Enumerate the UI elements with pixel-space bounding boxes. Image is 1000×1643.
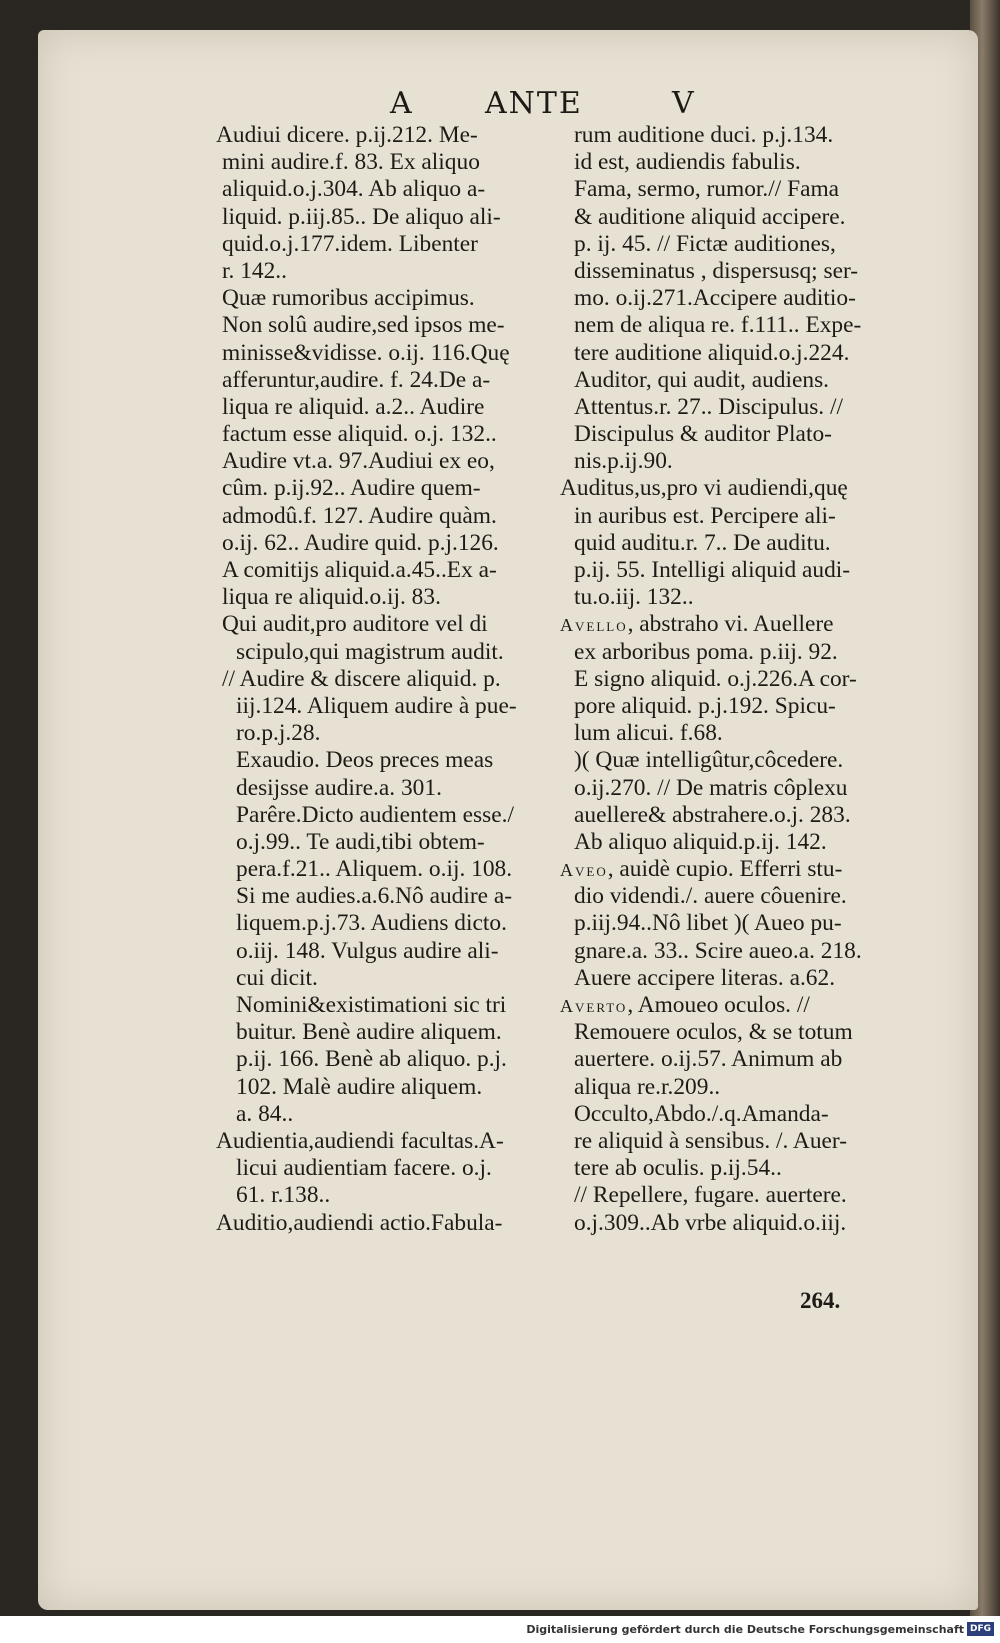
right-line: [560, 1155, 946, 1182]
right-line: [560, 176, 946, 203]
line-text: quid auditu.r. 7.. De auditu.: [574, 529, 831, 556]
line-text: liqua re aliquid.o.ij. 83.: [222, 584, 441, 611]
left-line: [216, 584, 556, 611]
line-text: aliquid.o.j.304. Ab aliquo a-: [222, 176, 486, 203]
left-line: [216, 1046, 556, 1073]
right-line: [560, 666, 946, 693]
right-line: [560, 503, 946, 530]
line-text: )( Quæ intelligûtur,côcedere.: [574, 747, 844, 774]
line-text: o.ij.270. // De matris côplexu: [574, 774, 848, 801]
line-text: o.ij. 62.. Audire quid. p.j.126.: [222, 529, 499, 556]
left-line: [216, 1128, 556, 1155]
left-column: [216, 122, 556, 1237]
right-line: [560, 910, 946, 937]
line-text: o.iij. 148. Vulgus audire ali-: [236, 937, 499, 964]
right-line: [560, 367, 946, 394]
running-head-right: V: [672, 86, 696, 121]
right-line: [560, 421, 946, 448]
line-text: liqua re aliquid. a.2.. Audire: [222, 393, 485, 420]
line-text: admodû.f. 127. Audire quàm.: [222, 502, 497, 529]
right-line: [560, 258, 946, 285]
line-text: licui audientiam facere. o.j.: [236, 1155, 492, 1182]
dfg-logo: DFG: [967, 1622, 994, 1636]
footer-bar: [0, 1616, 1000, 1643]
left-line: [216, 802, 556, 829]
line-text: Auditus,us,pro vi audiendi,quę: [560, 475, 848, 502]
line-text: Parêre.Dicto audientem esse./: [236, 801, 514, 828]
line-text: mini audire.f. 83. Ex aliquo: [222, 149, 480, 176]
line-text: iij.124. Aliquem audire à pue-: [236, 692, 517, 719]
right-line: [560, 639, 946, 666]
line-text: dio videndi./. auere côuenire.: [574, 883, 847, 910]
line-text: ro.p.j.28.: [236, 720, 321, 747]
line-text: a. 84..: [236, 1100, 294, 1127]
left-line: [216, 530, 556, 557]
line-text: Audiui dicere. p.ij.212. Me-: [216, 122, 478, 148]
line-text: re aliquid à sensibus. /. Auer-: [574, 1127, 848, 1154]
left-line: [216, 1210, 556, 1237]
left-line: [216, 883, 556, 910]
right-line: [560, 149, 946, 176]
right-line: [560, 883, 946, 910]
line-text: liquid. p.iij.85.. De aliquo ali-: [222, 203, 501, 230]
line-text: id est, audiendis fabulis.: [574, 149, 801, 176]
left-line: [216, 149, 556, 176]
right-line: [560, 611, 946, 638]
left-line: [216, 340, 556, 367]
left-line: [216, 965, 556, 992]
right-line: [560, 829, 946, 856]
right-line: [560, 1074, 946, 1101]
right-line: [560, 747, 946, 774]
headword: Averto: [560, 996, 628, 1016]
line-text: p. ij. 45. // Fictæ auditiones,: [574, 230, 836, 257]
line-text: , auidè cupio. Efferri stu-: [607, 856, 843, 883]
line-text: Discipulus & auditor Plato-: [574, 421, 832, 448]
running-head: [390, 86, 730, 126]
line-text: pore aliquid. p.j.192. Spicu-: [574, 692, 836, 719]
line-text: quid.o.j.177.idem. Libenter: [222, 230, 478, 257]
right-line: [560, 1128, 946, 1155]
line-text: tu.o.iij. 132..: [574, 584, 694, 611]
running-head-center: ANTE: [485, 86, 583, 121]
line-text: Remouere oculos, & se totum: [574, 1019, 853, 1046]
page-number: 264.: [800, 1288, 841, 1313]
right-line: [560, 394, 946, 421]
left-line: [216, 611, 556, 638]
right-line: [560, 448, 946, 475]
line-text: Quæ rumoribus accipimus.: [222, 285, 475, 312]
right-line: [560, 285, 946, 312]
line-text: cûm. p.ij.92.. Audire quem-: [222, 475, 481, 502]
left-line: [216, 122, 556, 149]
line-text: Exaudio. Deos preces meas: [236, 747, 494, 774]
left-line: [216, 258, 556, 285]
line-text: & auditione aliquid accipere.: [574, 203, 846, 230]
right-line: [560, 720, 946, 747]
right-line: [560, 1101, 946, 1128]
line-text: disseminatus , dispersusq; ser-: [574, 257, 859, 284]
right-line: [560, 340, 946, 367]
right-line: [560, 1182, 946, 1209]
line-text: Fama, sermo, rumor.// Fama: [574, 176, 840, 203]
line-text: nem de aliqua re. f.111.. Expe-: [574, 312, 862, 339]
right-line: [560, 1210, 946, 1237]
line-text: mo. o.ij.271.Accipere auditio-: [574, 285, 856, 312]
right-column: [560, 122, 946, 1237]
left-line: [216, 1019, 556, 1046]
left-line: [216, 1155, 556, 1182]
left-line: [216, 176, 556, 203]
line-text: in auribus est. Percipere ali-: [574, 502, 836, 529]
right-line: [560, 992, 946, 1019]
right-line: [560, 204, 946, 231]
line-text: afferuntur,audire. f. 24.De a-: [222, 366, 491, 393]
right-line: [560, 584, 946, 611]
right-line: [560, 312, 946, 339]
right-line: [560, 965, 946, 992]
line-text: nis.p.ij.90.: [574, 448, 673, 475]
right-line: [560, 530, 946, 557]
right-line: [560, 122, 946, 149]
line-text: tere ab oculis. p.ij.54..: [574, 1155, 782, 1182]
left-line: [216, 367, 556, 394]
line-text: Qui audit,pro auditore vel di: [222, 611, 488, 638]
line-text: tere auditione aliquid.o.j.224.: [574, 339, 850, 366]
left-line: [216, 204, 556, 231]
left-line: [216, 475, 556, 502]
line-text: liquem.p.j.73. Audiens dicto.: [236, 910, 507, 937]
line-text: Auditio,audiendi actio.Fabula-: [216, 1209, 503, 1236]
line-text: Occulto,Abdo./.q.Amanda-: [574, 1100, 829, 1127]
line-text: o.j.99.. Te audi,tibi obtem-: [236, 828, 485, 855]
left-line: [216, 720, 556, 747]
line-text: , abstraho vi. Auellere: [627, 611, 834, 638]
line-text: Nomini&existimationi sic tri: [236, 992, 507, 1018]
line-text: // Repellere, fugare. auertere.: [574, 1182, 847, 1209]
footer-credit: Digitalisierung gefördert durch die Deutsche Forschungsgemeinschaft: [526, 1623, 964, 1636]
left-line: [216, 285, 556, 312]
line-text: Si me audies.a.6.Nô audire a-: [236, 883, 513, 910]
left-line: [216, 910, 556, 937]
left-line: [216, 992, 556, 1019]
line-text: pera.f.21.. Aliquem. o.ij. 108.: [236, 856, 513, 883]
line-text: 102. Malè audire aliquem.: [236, 1073, 483, 1100]
headword: Aveo: [560, 860, 608, 881]
right-line: [560, 802, 946, 829]
line-text: A comitijs aliquid.a.45..Ex a-: [222, 557, 497, 583]
line-text: auertere. o.ij.57. Animum ab: [574, 1046, 843, 1073]
line-text: o.j.309..Ab vrbe aliquid.o.iij.: [574, 1209, 847, 1236]
line-text: aliqua re.r.209..: [574, 1073, 721, 1100]
line-text: rum auditione duci. p.j.134.: [574, 122, 834, 148]
left-line: [216, 1101, 556, 1128]
left-line: [216, 639, 556, 666]
left-line: [216, 394, 556, 421]
right-line: [560, 1046, 946, 1073]
left-line: [216, 747, 556, 774]
right-line: [560, 1019, 946, 1046]
line-text: desijsse audire.a. 301.: [236, 774, 442, 801]
line-text: buitur. Benè audire aliquem.: [236, 1019, 502, 1046]
line-text: scipulo,qui magistrum audit.: [236, 638, 504, 665]
line-text: Ab aliquo aliquid.p.ij. 142.: [574, 828, 827, 855]
line-text: // Audire & discere aliquid. p.: [222, 665, 501, 692]
left-line: [216, 693, 556, 720]
line-text: p.ij. 166. Benè ab aliquo. p.j.: [236, 1046, 507, 1073]
line-text: Auditor, qui audit, audiens.: [574, 366, 830, 393]
left-line: [216, 775, 556, 802]
left-line: [216, 557, 556, 584]
line-text: , Amoueo oculos. //: [627, 992, 810, 1018]
right-line: [560, 938, 946, 965]
headword: Avello: [560, 615, 628, 636]
left-line: [216, 312, 556, 339]
line-text: Non solû audire,sed ipsos me-: [222, 312, 505, 339]
line-text: E signo aliquid. o.j.226.A cor-: [574, 665, 857, 692]
line-text: gnare.a. 33.. Scire aueo.a. 218.: [574, 937, 862, 964]
right-line: [560, 231, 946, 258]
left-line: [216, 856, 556, 883]
left-line: [216, 829, 556, 856]
right-line: [560, 856, 946, 883]
line-text: Auere accipere literas. a.62.: [574, 964, 836, 991]
left-line: [216, 1182, 556, 1209]
left-line: [216, 421, 556, 448]
line-text: factum esse aliquid. o.j. 132..: [222, 421, 497, 448]
line-text: 61. r.138..: [236, 1182, 331, 1209]
left-line: [216, 938, 556, 965]
line-text: cui dicit.: [236, 964, 318, 991]
left-line: [216, 503, 556, 530]
right-line: [560, 475, 946, 502]
line-text: Audire vt.a. 97.Audiui ex eo,: [222, 448, 495, 475]
line-text: lum alicui. f.68.: [574, 720, 723, 747]
line-text: p.iij.94..Nô libet )( Aueo pu-: [574, 910, 842, 937]
line-text: ex arboribus poma. p.iij. 92.: [574, 638, 838, 665]
left-line: [216, 1074, 556, 1101]
left-line: [216, 231, 556, 258]
line-text: minisse&vidisse. o.ij. 116.Quę: [222, 339, 510, 366]
right-line: [560, 693, 946, 720]
left-line: [216, 666, 556, 693]
line-text: Audientia,audiendi facultas.A-: [216, 1127, 504, 1154]
right-line: [560, 557, 946, 584]
line-text: Attentus.r. 27.. Discipulus. //: [574, 393, 843, 420]
line-text: r. 142..: [222, 257, 287, 284]
running-head-left: A: [390, 86, 414, 121]
right-line: [560, 775, 946, 802]
line-text: auellere& abstrahere.o.j. 283.: [574, 801, 851, 828]
line-text: p.ij. 55. Intelligi aliquid audi-: [574, 557, 851, 583]
left-line: [216, 448, 556, 475]
